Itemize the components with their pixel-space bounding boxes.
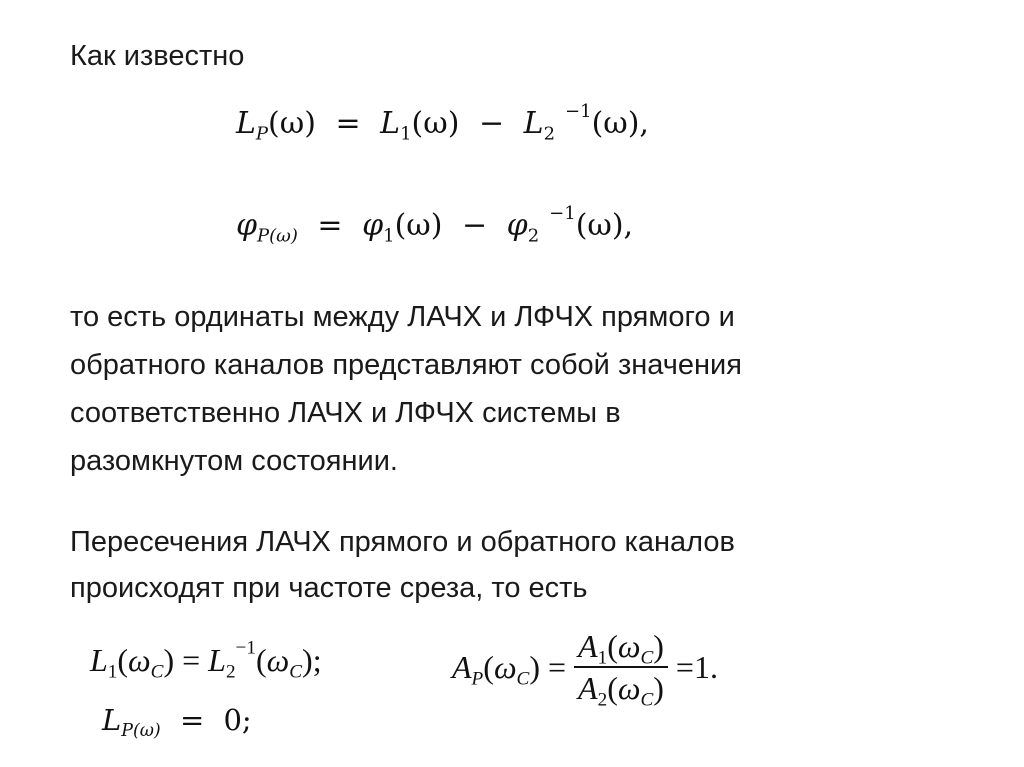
f2-term1-subscript: 1 xyxy=(383,225,395,247)
f3-lhs-omega-subscript: C xyxy=(150,661,164,683)
f5-lhs-paren-open: ( xyxy=(483,648,494,685)
f1-term1-arg: (ω) xyxy=(411,106,460,141)
f5-num-omega-subscript: C xyxy=(640,647,654,669)
f1-lhs-subscript: P xyxy=(255,123,269,145)
f3-rhs-subscript: 2 xyxy=(225,661,236,683)
f5-equals: = xyxy=(548,648,567,685)
f5-den-omega-subscript: C xyxy=(640,689,654,711)
paragraph-line: происходят при частоте среза, то есть xyxy=(70,572,588,604)
paragraph-line: то есть ординаты между ЛАЧХ и ЛФЧХ прямого и xyxy=(70,301,735,333)
paragraph-line: Пересечения ЛАЧХ прямого и обратного каналов xyxy=(70,526,735,558)
f5-lhs-subscript: P xyxy=(471,668,484,690)
f2-term2-subscript: 2 xyxy=(527,225,540,247)
paragraph-line: обратного каналов представляют собой значения xyxy=(70,349,742,381)
f5-numerator xyxy=(574,626,668,668)
f3-lhs-paren-open: ( xyxy=(117,642,129,678)
f1-term2-subscript: 2 xyxy=(543,123,556,145)
f1-term2-arg: (ω), xyxy=(591,106,649,141)
f2-equals: = xyxy=(317,208,343,243)
formula-amplitude-ratio xyxy=(452,626,718,711)
formula-lachx-open-loop xyxy=(236,100,649,145)
f2-term1-arg: (ω) xyxy=(394,208,443,243)
f1-term1-symbol: L xyxy=(380,106,401,141)
paragraph-ordinates xyxy=(70,293,742,485)
f5-lhs-omega: ω xyxy=(493,648,517,685)
f1-term2-superscript: −1 xyxy=(565,100,592,122)
f2-term2-superscript: −1 xyxy=(549,202,576,224)
f5-den-symbol: A xyxy=(578,670,598,706)
f1-equals: = xyxy=(335,106,361,141)
f5-equals-second: = xyxy=(675,648,694,685)
f5-lhs-paren-close: ) xyxy=(529,648,540,685)
f2-minus: − xyxy=(461,208,488,243)
f1-term1-subscript: 1 xyxy=(400,123,412,145)
f3-lhs-omega: ω xyxy=(128,642,151,678)
paragraph-crossover xyxy=(70,519,735,611)
f2-lhs-symbol: φ xyxy=(236,208,258,243)
paragraph-line: соответственно ЛАЧХ и ЛФЧХ системы в xyxy=(70,397,621,429)
f4-equals: = xyxy=(179,703,205,737)
f2-term2-arg: (ω), xyxy=(575,208,634,243)
f5-fraction xyxy=(574,626,668,711)
intro-text: Как известно xyxy=(70,40,245,72)
f2-term2-symbol: φ xyxy=(506,208,528,243)
formula-lfchx-open-loop xyxy=(236,202,634,247)
f2-lhs-subscript: P(ω) xyxy=(257,225,298,247)
f5-num-paren-close: ) xyxy=(653,628,664,664)
f5-den-omega: ω xyxy=(617,670,641,706)
f5-lhs-symbol: A xyxy=(452,648,472,685)
f5-num-symbol: A xyxy=(578,628,598,664)
f4-lhs-symbol: L xyxy=(102,703,122,737)
f5-den-subscript: 2 xyxy=(597,689,608,711)
f5-rhs: 1. xyxy=(693,648,718,685)
f3-lhs-symbol: L xyxy=(90,642,108,678)
formula-crossover-condition xyxy=(90,637,322,683)
f5-num-omega: ω xyxy=(617,628,641,664)
f1-minus: − xyxy=(478,106,505,141)
formula-lp-zero xyxy=(102,703,252,742)
f1-lhs-symbol: L xyxy=(236,106,256,141)
f3-lhs-subscript: 1 xyxy=(107,661,118,683)
f5-num-subscript: 1 xyxy=(597,647,608,669)
f5-num-paren-open: ( xyxy=(607,628,618,664)
f3-rhs-paren-open: ( xyxy=(255,642,267,678)
f4-rhs: 0; xyxy=(223,703,252,737)
f5-lhs-omega-subscript: C xyxy=(516,668,530,690)
f1-lhs-arg: (ω) xyxy=(268,106,316,141)
f3-rhs-omega-subscript: C xyxy=(289,661,303,683)
f2-term1-symbol: φ xyxy=(362,208,384,243)
f4-lhs-subscript: P(ω) xyxy=(121,721,161,742)
f3-lhs-paren-close: ) xyxy=(163,642,175,678)
f3-equals: = xyxy=(182,642,201,678)
f1-term2-symbol: L xyxy=(523,106,544,141)
paragraph-line: разомкнутом состоянии. xyxy=(70,445,398,477)
f3-rhs-superscript: −1 xyxy=(235,637,256,659)
f5-den-paren-close: ) xyxy=(653,670,664,706)
f5-den-paren-open: ( xyxy=(607,670,618,706)
f3-rhs-omega: ω xyxy=(266,642,290,678)
f3-rhs-symbol: L xyxy=(208,642,226,678)
f5-denominator xyxy=(574,668,668,711)
f3-rhs-paren-close: ); xyxy=(302,642,322,678)
